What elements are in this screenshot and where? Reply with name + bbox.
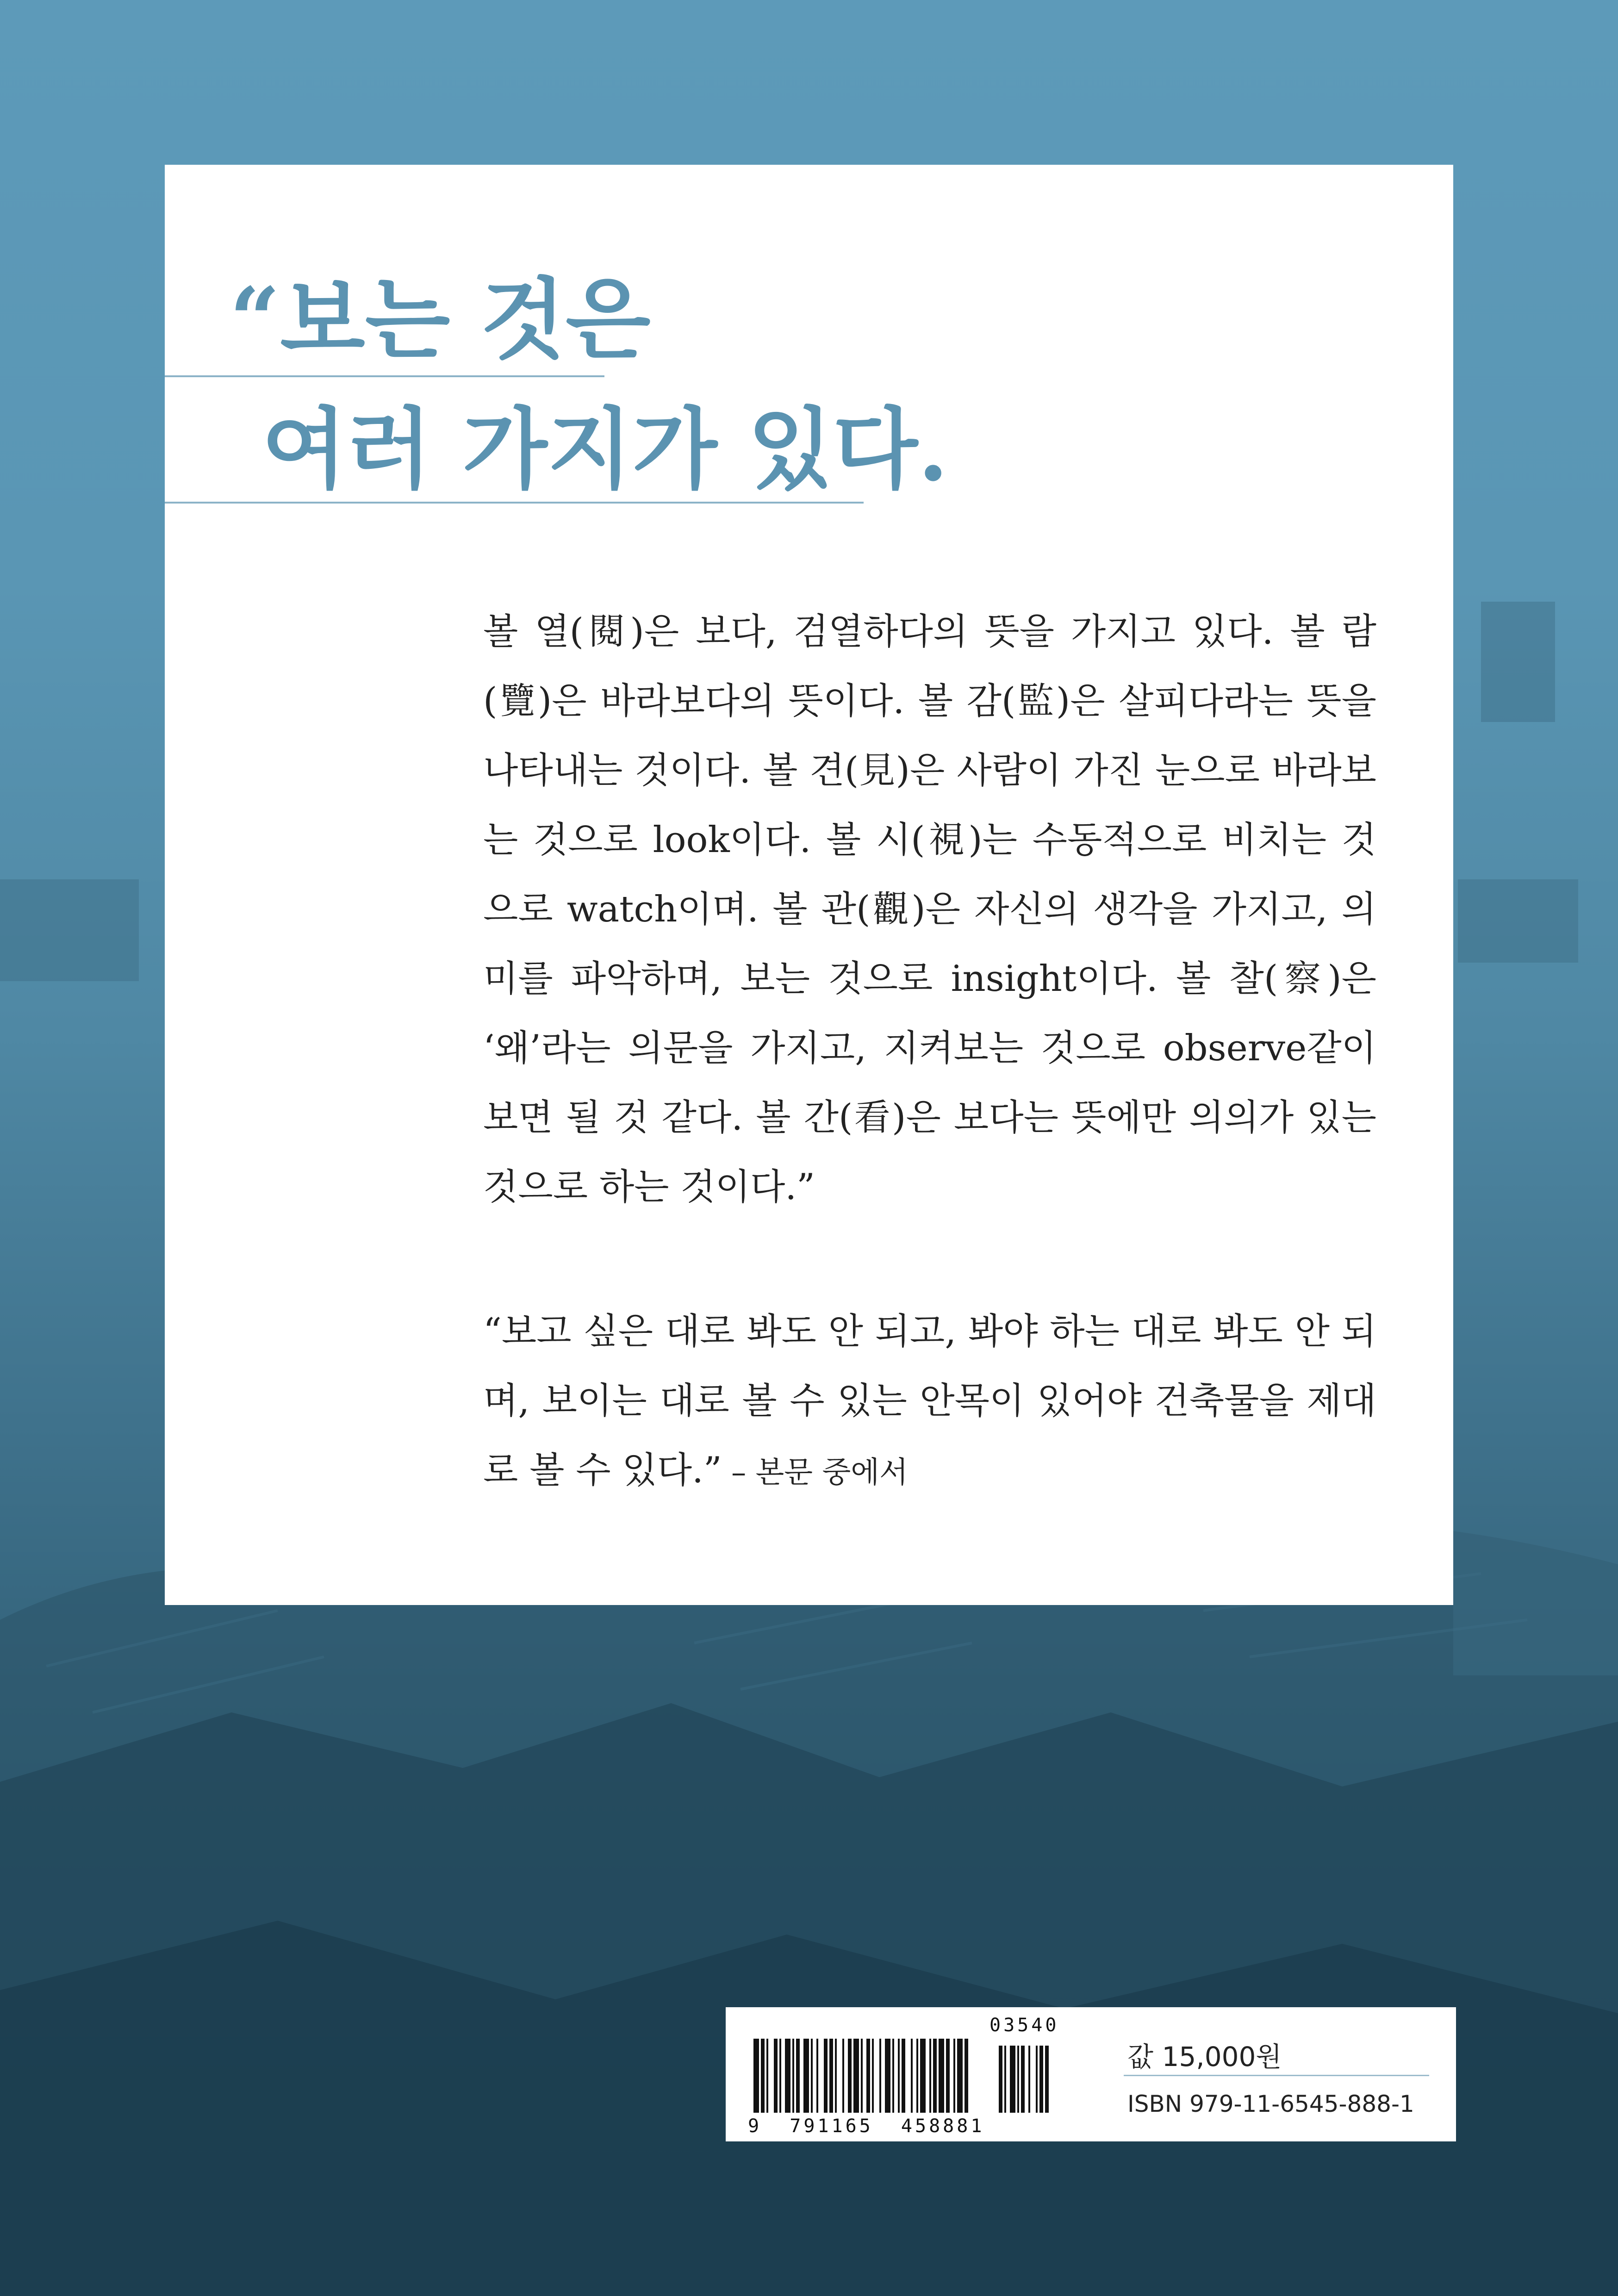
barcode-bar (848, 2039, 852, 2113)
barcode-bar (811, 2039, 813, 2113)
barcode-bar (939, 2039, 944, 2113)
addon-bar (1017, 2046, 1019, 2113)
ean-number: 9 791165 458881 (748, 2116, 985, 2137)
barcode-bar (766, 2039, 768, 2113)
barcode-bar (929, 2039, 931, 2113)
barcode-bar (792, 2039, 794, 2113)
barcode-bar (829, 2039, 833, 2113)
barcode-bar (761, 2039, 765, 2113)
isbn-barcode (749, 2020, 1082, 2117)
barcode-bar (816, 2039, 818, 2113)
barcode-bar (866, 2039, 870, 2113)
barcode-bar (953, 2039, 955, 2113)
barcode-bar (916, 2039, 918, 2113)
barcode-bar (872, 2039, 874, 2113)
addon-bar (1028, 2046, 1030, 2113)
barcode-bar (753, 2039, 759, 2113)
content-panel (165, 165, 1453, 1605)
barcode-bar (911, 2039, 913, 2113)
addon-bar (999, 2046, 1002, 2113)
addon-bar (1004, 2046, 1006, 2113)
barcode-bar (892, 2039, 894, 2113)
price-label: 값 15,000원 (1127, 2041, 1282, 2072)
barcode-bar (933, 2039, 937, 2113)
isbn-label: ISBN 979-11-6545-888-1 (1127, 2091, 1414, 2117)
headline-line-2: 여러 가지가 있다. (262, 398, 949, 501)
barcode-bar (803, 2039, 809, 2113)
quote-block (483, 1297, 1376, 1507)
barcode-bar (957, 2039, 963, 2113)
barcode-bar (779, 2039, 781, 2113)
barcode-bar (902, 2039, 905, 2113)
addon-code: 03540 (989, 2015, 1059, 2036)
addon-bar (1039, 2046, 1043, 2113)
barcode-bar (796, 2039, 800, 2113)
headline-rule-1 (165, 375, 604, 377)
barcode-bar (965, 2039, 968, 2113)
barcode-bar (774, 2039, 778, 2113)
addon-bar (1036, 2046, 1038, 2113)
addon-bar (1045, 2046, 1049, 2113)
barcode-bar (879, 2039, 881, 2113)
barcode-box (726, 2007, 1456, 2141)
barcode-bar (861, 2039, 863, 2113)
body-paragraph: 볼 열(閱)은 보다, 검열하다의 뜻을 가지고 있다. 볼 람(覽)은 바라보다의 뜻이다. 볼 감(監)은 살피다라는 뜻을 나타내는 것이다. 볼 견(見)은 사람이 가진 눈으로 바라보는 것으로 look이다. 볼 시(視)는 수동적으로 비치는 것으로 watch이며. 볼 관(觀)은 자신의 생각을 가지고, 의미를 파악하며, 보는 것으로 insight이다. 볼 찰(察)은 ‘왜’라는 의문을 가지고, 지켜보는 것으로 observe같이 보면 될 것 같다. 볼 간(看)은 보다는 뜻에만 의의가 있는 것으로 하는 것이다.” (483, 611, 1376, 1208)
headline-rule-2 (165, 502, 864, 504)
barcode-bar (885, 2039, 890, 2113)
quote-text: “보고 싶은 대로 봐도 안 되고, 봐야 하는 대로 봐도 안 되며, 보이는 대로 볼 수 있는 안목이 있어야 건축물을 제대로 볼 수 있다.” (483, 1311, 1376, 1491)
barcode-bar (898, 2039, 900, 2113)
price-divider (1124, 2075, 1429, 2076)
barcode-bar (785, 2039, 790, 2113)
barcode-bar (946, 2039, 950, 2113)
headline-line-1: “보는 것은 (230, 268, 651, 371)
barcode-bar (842, 2039, 844, 2113)
barcode-bar (920, 2039, 926, 2113)
barcode-bar (835, 2039, 837, 2113)
barcode-bar (853, 2039, 859, 2113)
addon-bar (1010, 2046, 1015, 2113)
addon-bar (1021, 2046, 1025, 2113)
barcode-bar (824, 2039, 828, 2113)
quote-source: – 본문 중에서 (722, 1456, 908, 1490)
